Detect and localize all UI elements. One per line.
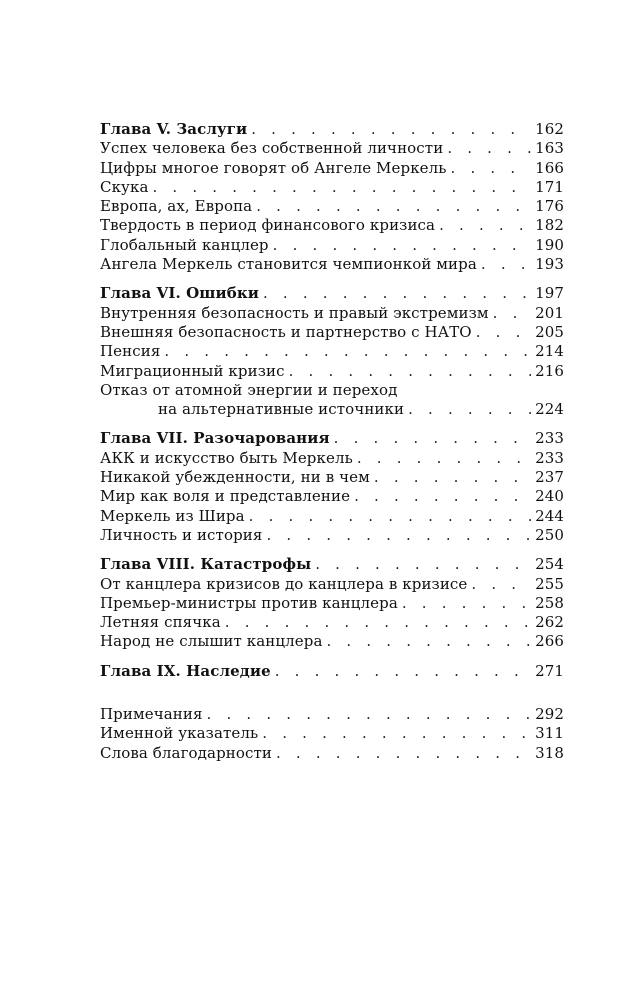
toc-entry-row [100, 632, 564, 651]
page-number: 176 [535, 197, 564, 216]
entry-title: АКК и искусство быть Меркель [100, 448, 353, 467]
chapter-title: Глава IX. Наследие [100, 661, 271, 680]
page-number: 254 [535, 555, 564, 574]
dot-leader [481, 255, 531, 274]
dot-leader [266, 526, 531, 545]
dot-leader [256, 197, 531, 216]
page-number: 244 [535, 506, 564, 525]
dot-leader [251, 120, 531, 139]
entry-title: Народ не слышит канцлера [100, 632, 323, 651]
toc-entry-row [100, 507, 564, 526]
toc-entry-row [100, 468, 564, 487]
toc-entry-row [100, 744, 564, 763]
entry-title: Ангела Меркель становится чемпионкой мира [100, 255, 477, 274]
chapter-group [100, 555, 564, 651]
dot-leader [225, 613, 531, 632]
toc-entry-row [100, 362, 564, 381]
page-number: 233 [535, 448, 564, 467]
chapter-heading-row [100, 284, 564, 303]
chapter-title: Глава V. Заслуги [100, 120, 248, 138]
dot-leader [354, 487, 531, 506]
toc-entry-row [100, 159, 564, 178]
page-number: 214 [535, 342, 564, 361]
entry-title: Меркель из Шира [100, 506, 245, 525]
chapter-group [100, 662, 564, 681]
page-number: 237 [535, 468, 564, 487]
dot-leader [493, 304, 531, 323]
dot-leader [276, 744, 531, 763]
dot-leader [275, 662, 531, 681]
toc-entry-row [100, 323, 564, 342]
table-of-contents [100, 120, 564, 773]
entry-title: Глобальный канцлер [100, 235, 269, 254]
entry-title: Успех человека без собственной личности [100, 139, 444, 158]
page-number: 166 [535, 158, 564, 177]
dot-leader [164, 342, 531, 361]
entry-title: Миграционный кризис [100, 361, 285, 380]
chapter-group [100, 120, 564, 274]
entry-title: Именной указатель [100, 724, 259, 743]
dot-leader [402, 594, 531, 613]
entry-title: Личность и история [100, 525, 263, 544]
page-number: 224 [535, 400, 564, 419]
dot-leader [447, 139, 531, 158]
toc-entry-row [100, 139, 564, 158]
dot-leader [249, 507, 531, 526]
entry-title: Цифры многое говорят об Ангеле Меркель [100, 158, 447, 177]
entry-title: Скука [100, 177, 149, 196]
entry-title: Европа, ах, Европа [100, 197, 253, 216]
page-number: 193 [535, 255, 564, 274]
page-number: 197 [535, 284, 564, 303]
dot-leader [471, 575, 531, 594]
page-number: 292 [535, 705, 564, 724]
dot-leader [374, 468, 531, 487]
page-number: 271 [535, 661, 564, 680]
page-number: 216 [535, 361, 564, 380]
entry-title: От канцлера кризисов до канцлера в кризисе [100, 574, 468, 593]
dot-leader [408, 400, 531, 419]
page-number: 258 [535, 593, 564, 612]
entry-title: Внешняя безопасность и партнерство с НАТО [100, 322, 472, 341]
chapter-group [100, 429, 564, 545]
dot-leader [207, 705, 532, 724]
page-number: 233 [535, 429, 564, 448]
page-number: 171 [535, 177, 564, 196]
toc-entry-row [100, 705, 564, 724]
toc-entry-row [100, 487, 564, 506]
entry-title: Никакой убежденности, ни в чем [100, 468, 370, 487]
toc-entry-row [100, 575, 564, 594]
page-number: 318 [535, 743, 564, 762]
dot-leader [263, 284, 531, 303]
chapter-heading-row [100, 120, 564, 139]
chapter-title: Глава VII. Разочарования [100, 429, 330, 448]
dot-leader [153, 178, 532, 197]
entry-title: Отказ от атомной энергии и переход [100, 380, 398, 399]
page-number: 262 [535, 613, 564, 632]
entry-title: Мир как воля и представление [100, 487, 351, 506]
dot-leader [439, 216, 531, 235]
page-number: 250 [535, 525, 564, 544]
page-number: 190 [535, 235, 564, 254]
toc-entry-row [100, 304, 564, 323]
back-matter-group [100, 705, 564, 763]
entry-title: Твердость в период финансового кризиса [100, 216, 436, 235]
entry-title: Внутренняя безопасность и правый экстремизм [100, 303, 489, 322]
chapter-heading-row [100, 429, 564, 448]
entry-title: Пенсия [100, 342, 161, 361]
page-number: 182 [535, 216, 564, 235]
page-number: 162 [535, 120, 564, 138]
toc-entry-row [100, 236, 564, 255]
dot-leader [451, 159, 532, 178]
page-number: 311 [535, 724, 564, 743]
chapter-title: Глава VIII. Катастрофы [100, 555, 312, 574]
chapter-group [100, 284, 564, 419]
page-number: 255 [535, 574, 564, 593]
page-number: 201 [535, 303, 564, 322]
toc-entry-row [100, 197, 564, 216]
entry-title: на альтернативные источники [158, 400, 405, 419]
toc-entry-row [100, 178, 564, 197]
page-number: 205 [535, 322, 564, 341]
toc-entry-row [100, 342, 564, 361]
dot-leader [476, 323, 531, 342]
chapter-heading-row [100, 662, 564, 681]
toc-entry-row [100, 216, 564, 235]
page-number: 240 [535, 487, 564, 506]
dot-leader [315, 555, 531, 574]
dot-leader [357, 449, 531, 468]
page-number: 163 [535, 139, 564, 158]
toc-entry-row [100, 526, 564, 545]
toc-entry-row [100, 724, 564, 743]
entry-title: Премьер-министры против канцлера [100, 593, 398, 612]
toc-entry-row [100, 255, 564, 274]
page-number: 266 [535, 632, 564, 651]
toc-entry-row [100, 449, 564, 468]
chapter-title: Глава VI. Ошибки [100, 284, 259, 303]
entry-title: Летняя спячка [100, 613, 221, 632]
dot-leader [334, 429, 531, 448]
dot-leader [273, 236, 531, 255]
toc-entry-row [100, 381, 564, 400]
dot-leader [327, 632, 532, 651]
chapter-heading-row [100, 555, 564, 574]
dot-leader [289, 362, 531, 381]
toc-entry-row [100, 594, 564, 613]
dot-leader [262, 724, 531, 743]
toc-entry-row [100, 400, 564, 419]
entry-title: Примечания [100, 705, 203, 724]
entry-title: Слова благодарности [100, 743, 272, 762]
toc-entry-row [100, 613, 564, 632]
